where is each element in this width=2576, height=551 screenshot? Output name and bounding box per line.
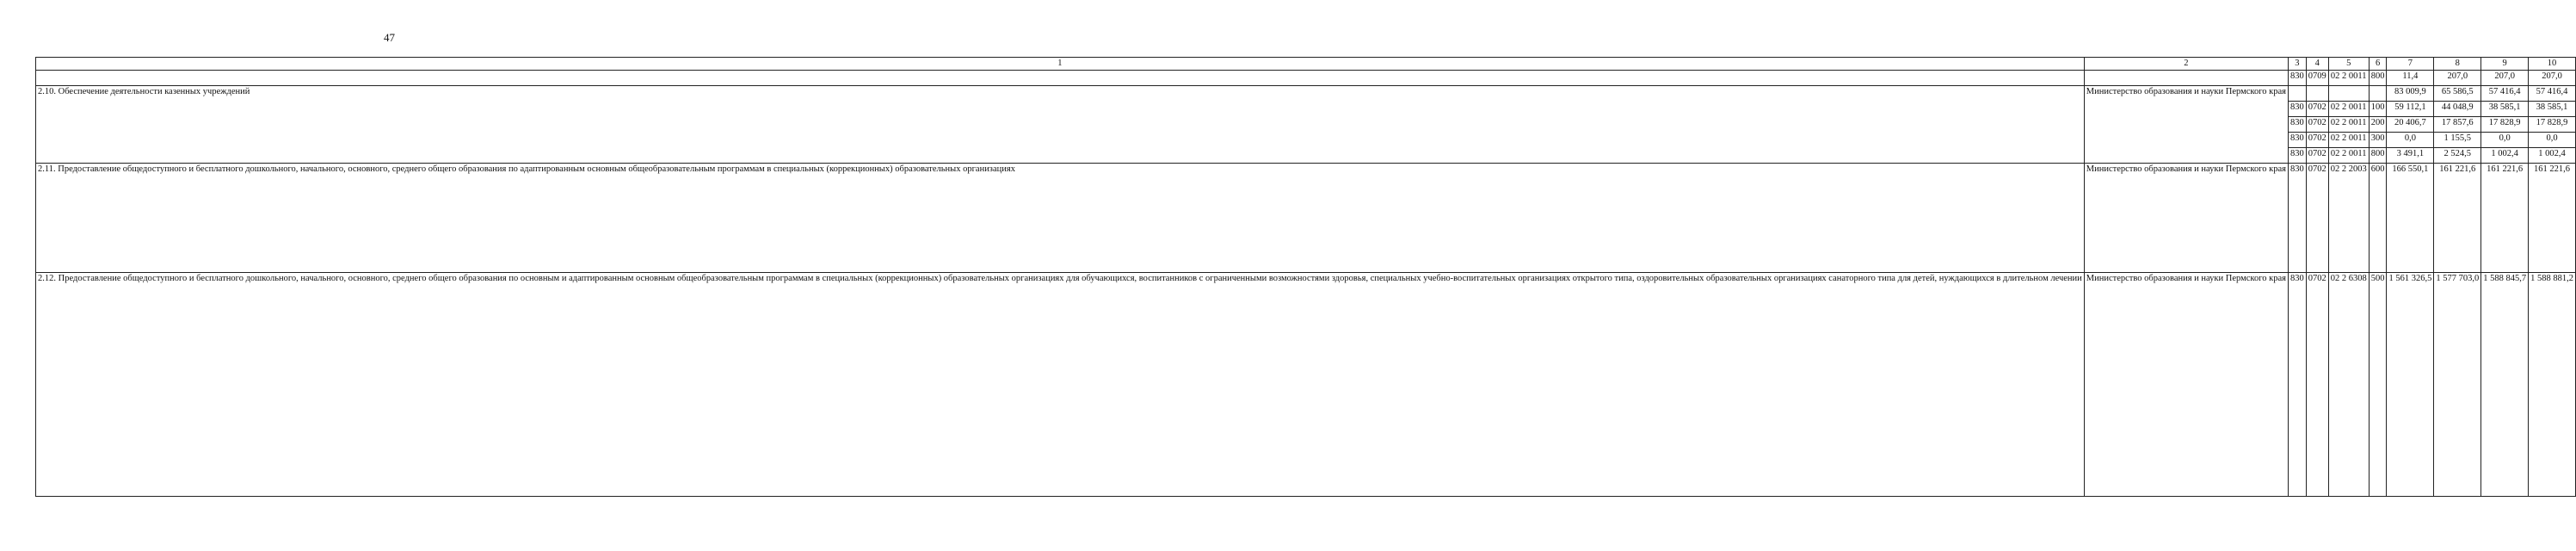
description-cell: 2.11. Предоставление общедоступного и бесплатного дошкольного, начального, основного, среднего общего образования по адаптированным основным общеобразовательным программам в специальных (коррекционных) образовательных организациях [36, 164, 2085, 273]
budget-table [35, 57, 2576, 497]
header-cell: 7 [2387, 58, 2434, 71]
organization-cell: Министерство образования и науки Пермского края [2084, 273, 2288, 497]
table-cell: 207,0 [2529, 71, 2576, 86]
table-cell: 02 2 0011 [2328, 102, 2369, 117]
table-cell: 38 585,1 [2481, 102, 2529, 117]
organization-cell: Министерство образования и науки Пермского края [2084, 164, 2288, 273]
table-cell: 830 [2288, 273, 2306, 497]
header-cell: 9 [2481, 58, 2529, 71]
table-cell: 0702 [2306, 102, 2328, 117]
table-cell: 0702 [2306, 273, 2328, 497]
table-cell: 0702 [2306, 148, 2328, 164]
table-cell [2306, 86, 2328, 102]
table-cell: 17 828,9 [2529, 117, 2576, 133]
table-cell: 44 048,9 [2434, 102, 2481, 117]
table-cell: 17 857,6 [2434, 117, 2481, 133]
table-cell: 02 2 6308 [2328, 273, 2369, 497]
organization-cell [2084, 71, 2288, 86]
table-cell: 0702 [2306, 117, 2328, 133]
table-cell: 0702 [2306, 133, 2328, 148]
table-cell: 800 [2369, 148, 2387, 164]
table-cell: 830 [2288, 102, 2306, 117]
table-cell: 57 416,4 [2529, 86, 2576, 102]
table-cell: 02 2 0011 [2328, 148, 2369, 164]
page-number: 47 [384, 31, 395, 44]
table-cell: 2 524,5 [2434, 148, 2481, 164]
table-cell: 800 [2369, 71, 2387, 86]
table-cell: 1 577 703,0 [2434, 273, 2481, 497]
table-cell: 1 155,5 [2434, 133, 2481, 148]
table-cell: 1 002,4 [2481, 148, 2529, 164]
table-cell: 59 112,1 [2387, 102, 2434, 117]
table-cell: 830 [2288, 133, 2306, 148]
table-cell: 20 406,7 [2387, 117, 2434, 133]
table-cell: 500 [2369, 273, 2387, 497]
table-cell: 02 2 0011 [2328, 117, 2369, 133]
table-cell: 161 221,6 [2481, 164, 2529, 273]
table-cell: 830 [2288, 71, 2306, 86]
table-cell: 3 491,1 [2387, 148, 2434, 164]
table-cell: 207,0 [2481, 71, 2529, 86]
table-cell: 38 585,1 [2529, 102, 2576, 117]
table-cell: 830 [2288, 148, 2306, 164]
table-cell: 0709 [2306, 71, 2328, 86]
table-cell: 830 [2288, 164, 2306, 273]
table-cell: 1 002,4 [2529, 148, 2576, 164]
description-cell: 2.12. Предоставление общедоступного и бесплатного дошкольного, начального, основного, среднего общего образования по основным и адаптированным основным общеобразовательным программам в специальных (коррекционных) образовательных организациях для обучающихся, воспитанников с ограниченными возможностями здоровья, специальных учебно-воспитательных организациях открытого типа, оздоровительных образовательных организациях санаторного типа для детей, нуждающихся в длительном лечении [36, 273, 2085, 497]
header-cell: 10 [2529, 58, 2576, 71]
table-cell: 161 221,6 [2434, 164, 2481, 273]
table-cell: 100 [2369, 102, 2387, 117]
table-cell: 02 2 0011 [2328, 71, 2369, 86]
table-cell: 1 588 845,7 [2481, 273, 2529, 497]
header-cell: 5 [2328, 58, 2369, 71]
header-cell: 2 [2084, 58, 2288, 71]
table-cell: 11,4 [2387, 71, 2434, 86]
table-cell: 57 416,4 [2481, 86, 2529, 102]
table-row [36, 86, 2576, 102]
table-cell: 0,0 [2481, 133, 2529, 148]
table-row [36, 164, 2576, 273]
description-cell [36, 71, 2085, 86]
table-cell: 161 221,6 [2529, 164, 2576, 273]
table-cell: 207,0 [2434, 71, 2481, 86]
header-row [36, 58, 2576, 71]
table-cell: 0702 [2306, 164, 2328, 273]
description-cell: 2.10. Обеспечение деятельности казенных учреждений [36, 86, 2085, 164]
table-cell: 1 588 881,2 [2529, 273, 2576, 497]
table-cell: 200 [2369, 117, 2387, 133]
table-cell [2328, 86, 2369, 102]
header-cell: 4 [2306, 58, 2328, 71]
table-cell [2288, 86, 2306, 102]
table-cell: 0,0 [2529, 133, 2576, 148]
header-cell: 1 [36, 58, 2085, 71]
table-cell [2369, 86, 2387, 102]
table-cell: 02 2 2003 [2328, 164, 2369, 273]
header-cell: 3 [2288, 58, 2306, 71]
table-row [36, 71, 2576, 86]
table-cell: 300 [2369, 133, 2387, 148]
table-cell: 65 586,5 [2434, 86, 2481, 102]
table-cell: 83 009,9 [2387, 86, 2434, 102]
table-cell: 830 [2288, 117, 2306, 133]
table-cell: 166 550,1 [2387, 164, 2434, 273]
table-cell: 1 561 326,5 [2387, 273, 2434, 497]
table-cell: 17 828,9 [2481, 117, 2529, 133]
table-cell: 0,0 [2387, 133, 2434, 148]
header-cell: 6 [2369, 58, 2387, 71]
table-row [36, 273, 2576, 497]
header-cell: 8 [2434, 58, 2481, 71]
table-cell: 600 [2369, 164, 2387, 273]
organization-cell: Министерство образования и науки Пермского края [2084, 86, 2288, 164]
table-cell: 02 2 0011 [2328, 133, 2369, 148]
